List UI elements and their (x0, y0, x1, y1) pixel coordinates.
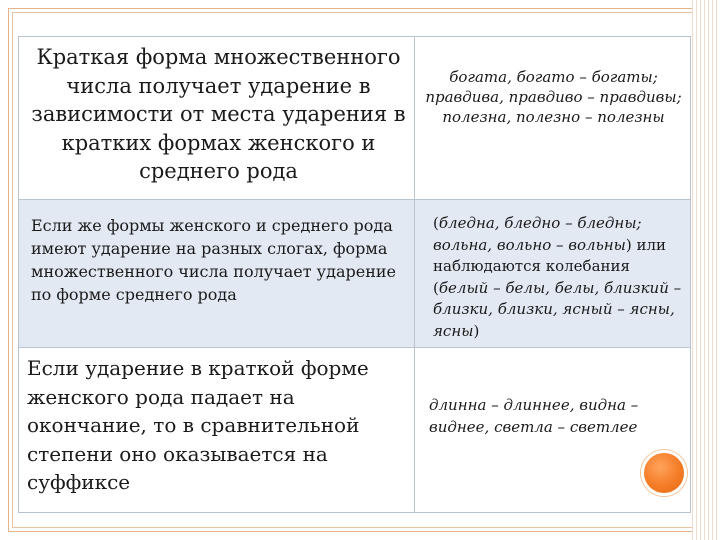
example-connector: ) или наблюдаются колебания ( (433, 235, 666, 297)
rule-text: Если ударение в краткой форме женского рода падает на окончание, то в сравнительной степени оно оказывается на суффиксе (27, 356, 369, 494)
table-row (19, 348, 691, 513)
rule-cell (19, 348, 415, 513)
rule-text: Краткая форма множественного числа получает ударение в зависимости от места ударения в кратких формах женского и среднего рода (31, 45, 406, 183)
rule-cell (19, 37, 415, 200)
slide-side-stripes (692, 0, 720, 540)
example-words-2: белый – белы, белы, близкий – близки, близки, ясный – ясны, ясны (433, 278, 682, 340)
example-text (415, 200, 690, 342)
example-words-1: бледна, бледно – бледны; вольна, вольно – вольны (433, 214, 642, 254)
example-cell (415, 200, 691, 348)
rule-text: Если же формы женского и среднего рода имеют ударение на разных слогах, форма множественного числа получает ударение по форме среднего рода (31, 216, 396, 304)
example-open-paren: ( (433, 214, 439, 232)
table-row (19, 200, 691, 348)
example-text: длинна – длиннее, видна – виднее, светла – светлее (429, 396, 639, 436)
example-text: богата, богато – богаты; правдива, правдиво – правдивы; полезна, полезно – полезны (425, 68, 682, 126)
example-close-paren: ) (473, 321, 480, 340)
rule-cell (19, 200, 415, 348)
orange-circle-decoration (641, 450, 687, 496)
stress-rules-table (18, 36, 691, 513)
table-row (19, 37, 691, 200)
example-cell (415, 37, 691, 200)
